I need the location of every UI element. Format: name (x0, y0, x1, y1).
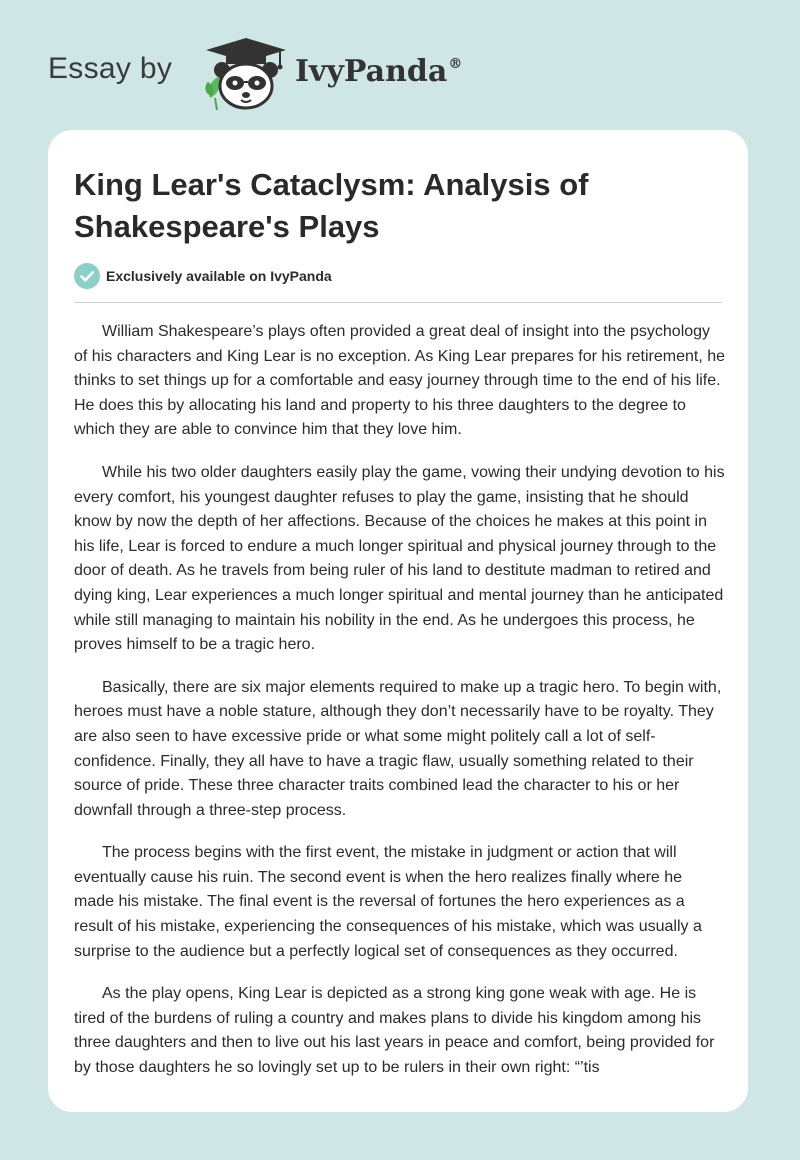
brand-header[interactable] (48, 36, 508, 108)
paragraph: As the play opens, King Lear is depicted as a strong king gone weak with age. He is tired of the burdens of ruling a country and makes plans to divide his kingdom among his three daughters and then to live out his last years in peace and comfort, being provided for by those daughters he so lovingly set up to be rulers in their own right: “’tis (74, 985, 715, 1077)
brand-prefix: Essay by (48, 52, 173, 85)
paragraph: William Shakespeare’s plays often provided a great deal of insight into the psychology of his characters and King Lear is no exception. As King Lear prepares for his retirement, he thinks to set things up for a comfortable and easy journey through time to the end of his life. He does this by allocating his land and property to his three daughters to the degree to which they are able to convince him that they love him. (74, 323, 726, 439)
divider (74, 302, 722, 303)
essay-title: King Lear's Cataclysm: Analysis of Shakespeare's Plays (74, 167, 589, 244)
check-circle-icon (74, 263, 100, 289)
paragraph: While his two older daughters easily play the game, vowing their undying devotion to his every comfort, his youngest daughter refuses to play the game, insisting that he should know by now the depth of her affections. Because of the choices he makes at this point in his life, Lear is forced to endure a much longer spiritual and physical journey through to the door of death. As he travels from being ruler of his land to destitute madman to retired and dying king, Lear experiences a much longer spiritual and mental journey than he anticipated while still managing to maintain his nobility in the end. As he undergoes this process, he proves himself to be a tragic hero. (74, 463, 725, 654)
paragraph: The process begins with the first event, the mistake in judgment or action that will eventually cause his ruin. The second event is when the hero realizes finally where he made his mistake. The final event is the reversal of fortunes the hero experiences as a result of his mistake, experiencing the consequences of his mistake, which was usually a surprise to the audience but a perfectly logical set of consequences as they occurred. (74, 844, 702, 960)
essay-card (48, 130, 748, 1112)
essay-body (74, 320, 726, 1099)
panda-graduate-icon (202, 36, 290, 112)
exclusive-label: Exclusively available on IvyPanda (106, 268, 332, 284)
registered-mark: ® (448, 56, 463, 72)
paragraph: Basically, there are six major elements required to make up a tragic hero. To begin with, heroes must have a noble stature, although they don’t necessarily have to be royalty. They are also seen to have excessive pride or what some might politely call a lot of self-confidence. Finally, they all have to have a tragic flaw, usually something related to their source of pride. These three character traits combined lead the character to his or her downfall through a three-step process. (74, 678, 722, 819)
brand-name: IvyPanda® (295, 54, 463, 89)
